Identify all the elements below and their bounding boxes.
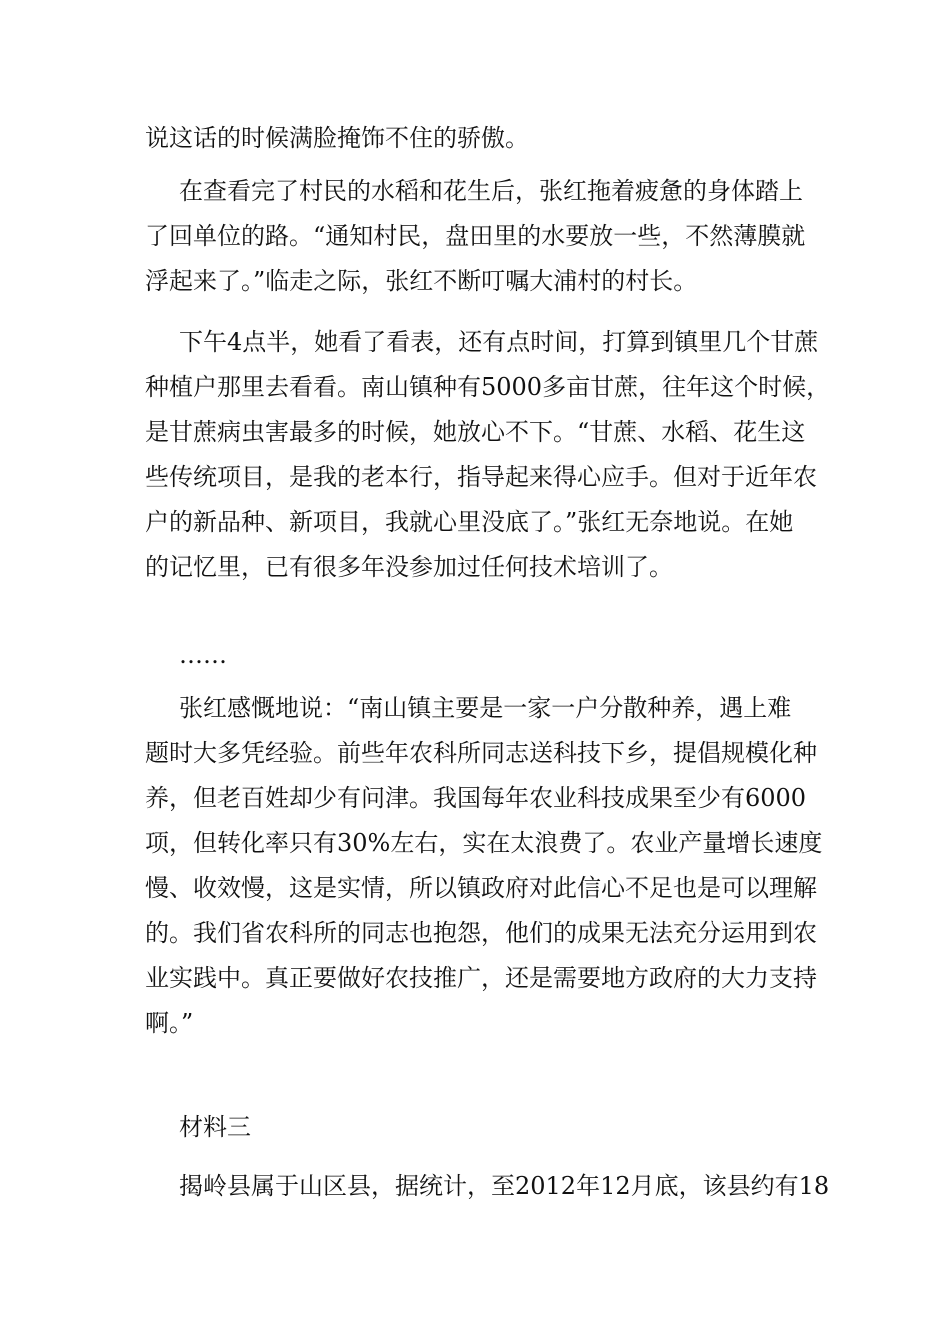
paragraph-line: 种植户那里去看看。南山镇种有5000多亩甘蔗，往年这个时候， bbox=[145, 373, 831, 401]
paragraph-line: 了回单位的路。“通知村民，盘田里的水要放一些，不然薄膜就 bbox=[145, 222, 806, 250]
paragraph-line: 张红感慨地说：“南山镇主要是一家一户分散种养，遇上难 bbox=[179, 694, 792, 722]
section-heading-text: 材料三 bbox=[179, 1113, 251, 1141]
paragraph-line: 养，但老百姓却少有问津。我国每年农业科技成果至少有6000 bbox=[145, 784, 807, 812]
paragraph-line: 户的新品种、新项目，我就心里没底了。”张红无奈地说。在她 bbox=[145, 508, 794, 536]
paragraph-line: 浮起来了。”临走之际，张红不断叮嘱大浦村的村长。 bbox=[145, 267, 698, 295]
paragraph-line: 的记忆里，已有很多年没参加过任何技术培训了。 bbox=[145, 553, 673, 581]
ellipsis-line: …… bbox=[179, 641, 227, 669]
paragraph-line: 在查看完了村民的水稻和花生后，张红拖着疲惫的身体踏上 bbox=[179, 177, 803, 205]
paragraph-line: 下午4点半，她看了看表，还有点时间，打算到镇里几个甘蔗 bbox=[179, 328, 819, 356]
paragraph-line: 些传统项目，是我的老本行，指导起来得心应手。但对于近年农 bbox=[145, 463, 817, 491]
paragraph-1 bbox=[145, 116, 810, 161]
paragraph-line: 项，但转化率只有30%左右，实在太浪费了。农业产量增长速度 bbox=[145, 829, 823, 857]
paragraph-line: 是甘蔗病虫害最多的时候，她放心不下。“甘蔗、水稻、花生这 bbox=[145, 418, 806, 446]
paragraph-3 bbox=[145, 320, 831, 590]
paragraph-5 bbox=[145, 1164, 830, 1209]
ellipsis-paragraph bbox=[145, 633, 810, 678]
paragraph-line: 说这话的时候满脸掩饰不住的骄傲。 bbox=[145, 124, 529, 152]
paragraph-line: 啊。” bbox=[145, 1009, 194, 1037]
paragraph-line: 业实践中。真正要做好农技推广，还是需要地方政府的大力支持 bbox=[145, 964, 817, 992]
paragraph-4 bbox=[145, 686, 823, 1046]
paragraph-line: 的。我们省农科所的同志也抱怨，他们的成果无法充分运用到农 bbox=[145, 919, 817, 947]
section-heading bbox=[145, 1105, 810, 1150]
paragraph-line: 揭岭县属于山区县，据统计，至2012年12月底，该县约有18 bbox=[179, 1172, 830, 1200]
paragraph-line: 慢、收效慢，这是实情，所以镇政府对此信心不足也是可以理解 bbox=[145, 874, 817, 902]
paragraph-line: 题时大多凭经验。前些年农科所同志送科技下乡，提倡规模化种 bbox=[145, 739, 817, 767]
paragraph-2 bbox=[145, 169, 810, 304]
